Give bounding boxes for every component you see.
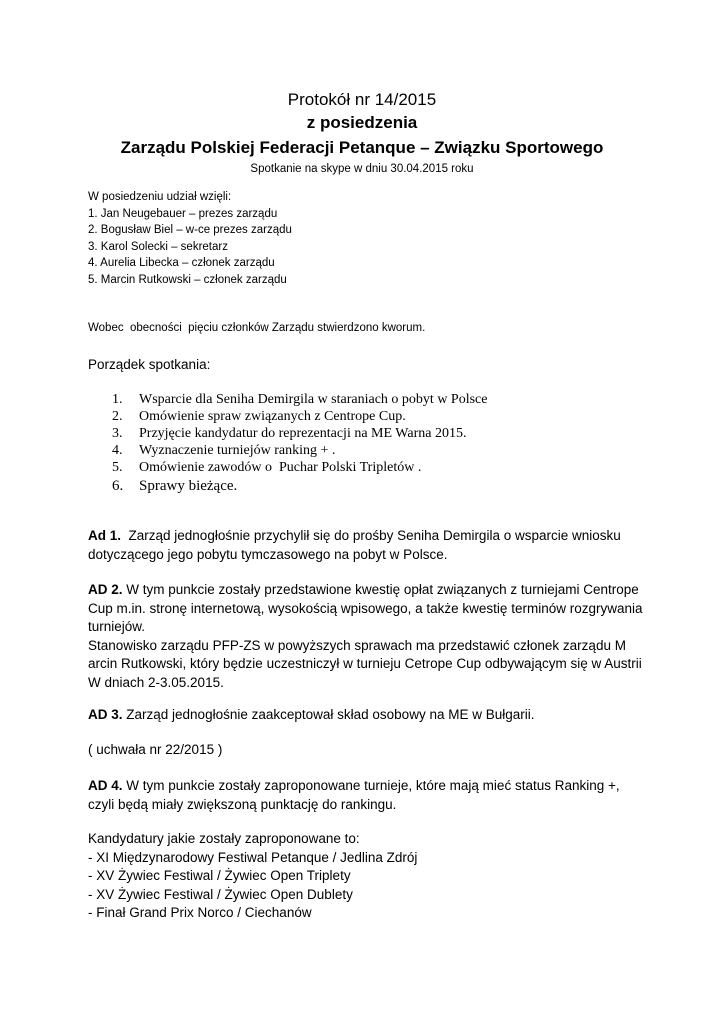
organization-name: Zarządu Polskiej Federacji Petanque – Związku Sportowego <box>120 138 604 157</box>
ad2-section <box>88 581 648 692</box>
ad4-section <box>88 777 648 814</box>
agenda-title: Porządek spotkania: <box>88 357 211 372</box>
ad1-section <box>88 527 648 564</box>
participants-section <box>88 189 292 289</box>
ad2-paragraph <box>88 581 648 637</box>
candidate-item: - XV Żywiec Festiwal / Żywiec Open Dublety <box>88 886 353 902</box>
agenda-item-number: 6. <box>112 478 124 494</box>
agenda-item-number: 4. <box>112 443 123 458</box>
agenda-item <box>112 425 487 442</box>
ad3-label: AD 3. <box>88 707 123 722</box>
agenda-item <box>112 442 487 459</box>
agenda-item-text: Sprawy bieżące. <box>139 478 238 494</box>
ad4-paragraph <box>88 777 648 814</box>
ad1-label: Ad 1. <box>88 528 122 543</box>
ad1-text: Zarząd jednogłośnie przychylił się do prośby Seniha Demirgila o wsparcie wniosku dotyczącego jego pobytu tymczasowego na pobyt w Polsce. <box>88 528 625 562</box>
ad3-text: Zarząd jednogłośnie zaakceptował skład osobowy na ME w Bułgarii. <box>122 707 535 722</box>
ad2-label: AD 2. <box>88 582 123 597</box>
ad2-text: W tym punkcie zostały przedstawione kwestię opłat związanych z turniejami Centrope Cup m.in. stronę internetową, wysokością wpisowego, a także kwestię terminów rozgrywania turniejów. <box>88 582 647 634</box>
participant-item: 5. Marcin Rutkowski – członek zarządu <box>88 273 287 286</box>
ad2-paragraph-2: Stanowisko zarządu PFP-ZS w powyższych sprawach ma przedstawić członek zarządu M arcin Rutkowski, który będzie uczestniczył w turnieju Cetrope Cup odbywającym się w Austrii W dniach 2-3.05.2015. <box>88 637 642 690</box>
agenda-item-text: Przyjęcie kandydatur do reprezentacji na ME Warna 2015. <box>139 426 467 441</box>
agenda-item <box>112 408 487 425</box>
ad3-paragraph <box>88 706 648 725</box>
agenda-item-number: 3. <box>112 426 123 441</box>
candidate-item: - XV Żywiec Festiwal / Żywiec Open Triplety <box>88 868 351 883</box>
agenda-item-number: 1. <box>112 392 123 407</box>
agenda-item <box>112 459 487 476</box>
agenda-item-text: Wsparcie dla Seniha Demirgila w staraniach o pobyt w Polsce <box>139 392 488 407</box>
agenda-item-number: 5. <box>112 460 123 475</box>
meeting-info: Spotkanie na skype w dniu 30.04.2015 roku <box>250 163 474 175</box>
document-header <box>0 88 724 177</box>
participant-item: 3. Karol Solecki – sekretarz <box>88 240 228 253</box>
resolution-note: ( uchwała nr 22/2015 ) <box>88 742 223 757</box>
candidates-section <box>88 830 648 923</box>
ad4-label: AD 4. <box>88 778 123 793</box>
ad3-section <box>88 706 648 725</box>
protocol-title: Protokół nr 14/2015 <box>287 90 437 109</box>
agenda-item-number: 2. <box>112 409 123 424</box>
candidate-item: - Finał Grand Prix Norco / Ciechanów <box>88 905 312 920</box>
protocol-subtitle: z posiedzenia <box>306 113 418 132</box>
agenda-item-text: Wyznaczenie turniejów ranking + . <box>139 443 336 458</box>
agenda-list <box>112 391 487 495</box>
ad4-text: W tym punkcie zostały zaproponowane turnieje, które mają mieć status Ranking +, czyli będą miały zwiększoną punktację do rankingu. <box>88 778 624 812</box>
quorum-statement: Wobec obecności pięciu członków Zarządu stwierdzono kworum. <box>88 322 426 334</box>
candidates-list <box>88 849 648 923</box>
agenda-item-text: Omówienie spraw związanych z Centrope Cup. <box>139 409 406 424</box>
candidate-item: - XI Międzynarodowy Festiwal Petanque / Jedlina Zdrój <box>88 849 418 865</box>
participant-item: 2. Bogusław Biel – w-ce prezes zarządu <box>88 224 292 237</box>
agenda-item <box>112 478 487 495</box>
agenda-item-text: Omówienie zawodów o Puchar Polski Tripletów . <box>139 460 422 475</box>
candidates-intro: Kandydatury jakie zostały zaproponowane to: <box>88 831 360 846</box>
participants-intro: W posiedzeniu udział wzięli: <box>88 191 232 203</box>
participant-item: 4. Aurelia Libecka – członek zarządu <box>88 257 275 270</box>
ad1-paragraph <box>88 527 648 564</box>
agenda-item <box>112 391 487 408</box>
participants-list <box>88 206 292 289</box>
participant-item: 1. Jan Neugebauer – prezes zarządu <box>88 207 278 220</box>
